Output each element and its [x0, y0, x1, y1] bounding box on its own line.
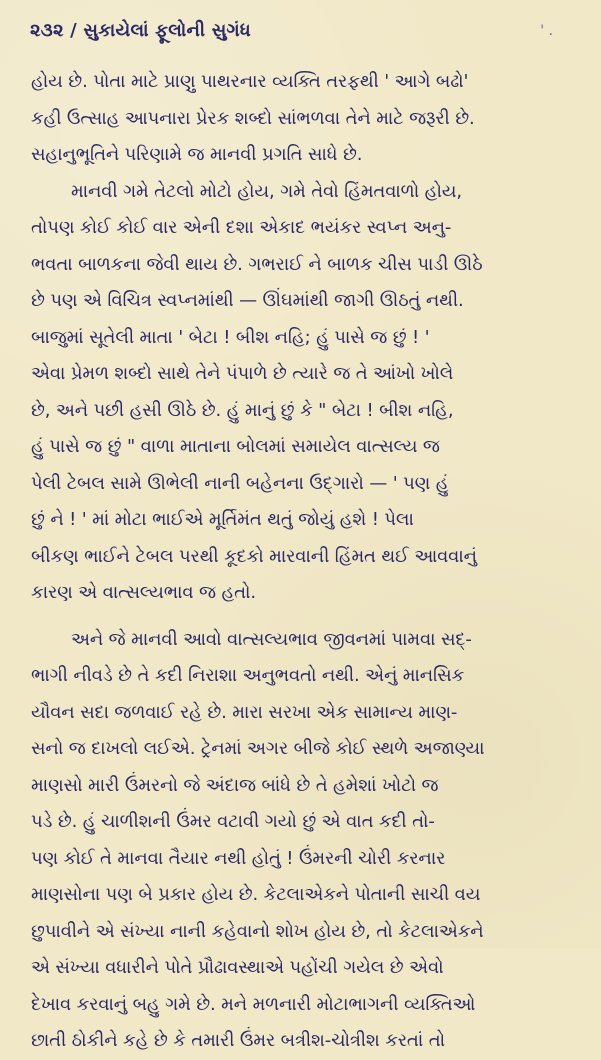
paragraph-2-line-8: હું પાસે જ છું " વાળા માતાના બોલમાં સમાયેલ વાત્સલ્ય જ	[31, 436, 440, 457]
paragraph-2-line-9: પેલી ટેબલ સામે ઊભેલી નાની બહેનના ઉદ્‌ગારો — ' પણ હું	[31, 472, 449, 494]
paragraph-3-line-5: માણસો મારી ઉંમરનો જે અંદાજ બાંધે છે તે હમેશાં ખોટો જ	[31, 774, 439, 796]
paragraph-3-line-3: યૌવન સદા જળવાઈ રહે છે. મારા સરખા એક સામાન્ય માણ-	[31, 701, 458, 723]
paragraph-3-line-10: એ સંખ્યા વધારીને પોતે પ્રૌઢાવસ્થાએ પહોંચી ગયેલ છે એવો	[31, 957, 444, 978]
paragraph-3-line-11: દેખાવ કરવાનું બહુ ગમે છે. મને મળનારી મોટાભાગની વ્યક્તિઓ	[31, 993, 476, 1015]
paragraph-3-line-9: છુપાવીને એ સંખ્યા નાની કહેવાનો શોખ હોય છે, તો કેટલાએકને	[31, 920, 484, 942]
paragraph-3-line-2: ભાગી નીવડે છે તે કદી નિરાશા અનુભવતો નથી. એનું માનસિક	[31, 665, 465, 686]
paragraph-1-line-2: કહી ઉત્સાહ આપનારા પ્રેરક શબ્દો સાંભળવા તેને માટે જરૂરી છે.	[31, 107, 475, 129]
paragraph-1-line-1: હોય છે. પોતા માટે પ્રાણુ પાથરનાર વ્યક્તિ તરફથી ' આગે બઢો'	[31, 71, 469, 92]
page-mark: ' .	[540, 23, 553, 39]
paragraph-2-line-11: બીકણ ભાઈને ટેબલ પરથી કૂદકો મારવાની હિંમત થઈ આવવાનું	[31, 545, 477, 567]
paragraph-3-line-6: પડે છે. હું ચાળીશની ઉંમર વટાવી ગયો છું એ વાત કદી તો-	[31, 811, 435, 832]
page-header: ૨૩૨ / સુકાયેલાં ફૂલોની સુગંધ	[30, 20, 251, 41]
paragraph-2-line-2: તોપણ કોઈ કોઈ વાર એની દશા એકાદ ભયંકર સ્વપ્ન અનુ-	[31, 217, 452, 238]
page-body	[31, 64, 571, 1060]
paragraph-2-line-4: છે પણ એ વિચિત્ર સ્વપ્નમાંથી — ઊંઘમાંથી જાગી ઊઠતું નથી.	[31, 290, 464, 311]
paragraph-break	[31, 612, 571, 622]
paragraph-2-line-6: એવા પ્રેમળ શબ્દો સાથે તેને પંપાળે છે ત્યારે જ તે આંખો ખોલે	[31, 363, 454, 384]
paragraph-2-line-7: છે, અને પછી હસી ઊઠે છે. હું માનું છું કે " બેટા ! બીશ નહિ,	[31, 399, 454, 421]
paragraph-2-line-3: ભવતા બાળકના જેવી થાય છે. ગભરાઈ ને બાળક ચીસ પાડી ઊઠે	[31, 253, 483, 275]
paragraph-2-line-10: છું ને ! ' માં મોટા ભાઈએ મૂર્તિમંત થતું જોયું હશે ! પેલા	[31, 509, 414, 530]
paragraph-1-line-3: સહાનુભૂતિને પરિણામે જ માનવી પ્રગતિ સાધે છે.	[31, 144, 363, 165]
paragraph-2-line-5: બાજુમાં સૂતેલી માતા ' બેટા ! બીશ નહિ; હું પાસે જ છું ! '	[31, 326, 430, 348]
paragraph-3-line-8: માણસોના પણ બે પ્રકાર હોય છે. કેટલાએકને પોતાની સાચી વય	[31, 884, 481, 905]
paragraph-2-line-1: માનવી ગમે તેટલો મોટો હોય, ગમે તેવો હિંમતવાળો હોય,	[71, 180, 462, 202]
paragraph-3-line-7: પણ કોઈ તે માનવા તૈયાર નથી હોતું ! ઉંમરની ચોરી કરનાર	[31, 847, 446, 869]
paragraph-3-line-12: છાતી ઠોકીને કહે છે કે તમારી ઉંમર બત્રીશ-ચોત્રીશ કરતાં તો	[31, 1030, 445, 1051]
paragraph-3-line-4: સનો જ દાખલો લઈએ. ટ્રેનમાં અગર બીજે કોઈ સ્થળે અજાણ્યા	[31, 738, 485, 759]
paragraph-3-line-1: અને જે માનવી આવો વાત્સલ્યભાવ જીવનમાં પામવા સદ્-	[71, 628, 472, 650]
paragraph-2-line-12: કારણ એ વાત્સલ્યભાવ જ હતો.	[31, 582, 256, 603]
